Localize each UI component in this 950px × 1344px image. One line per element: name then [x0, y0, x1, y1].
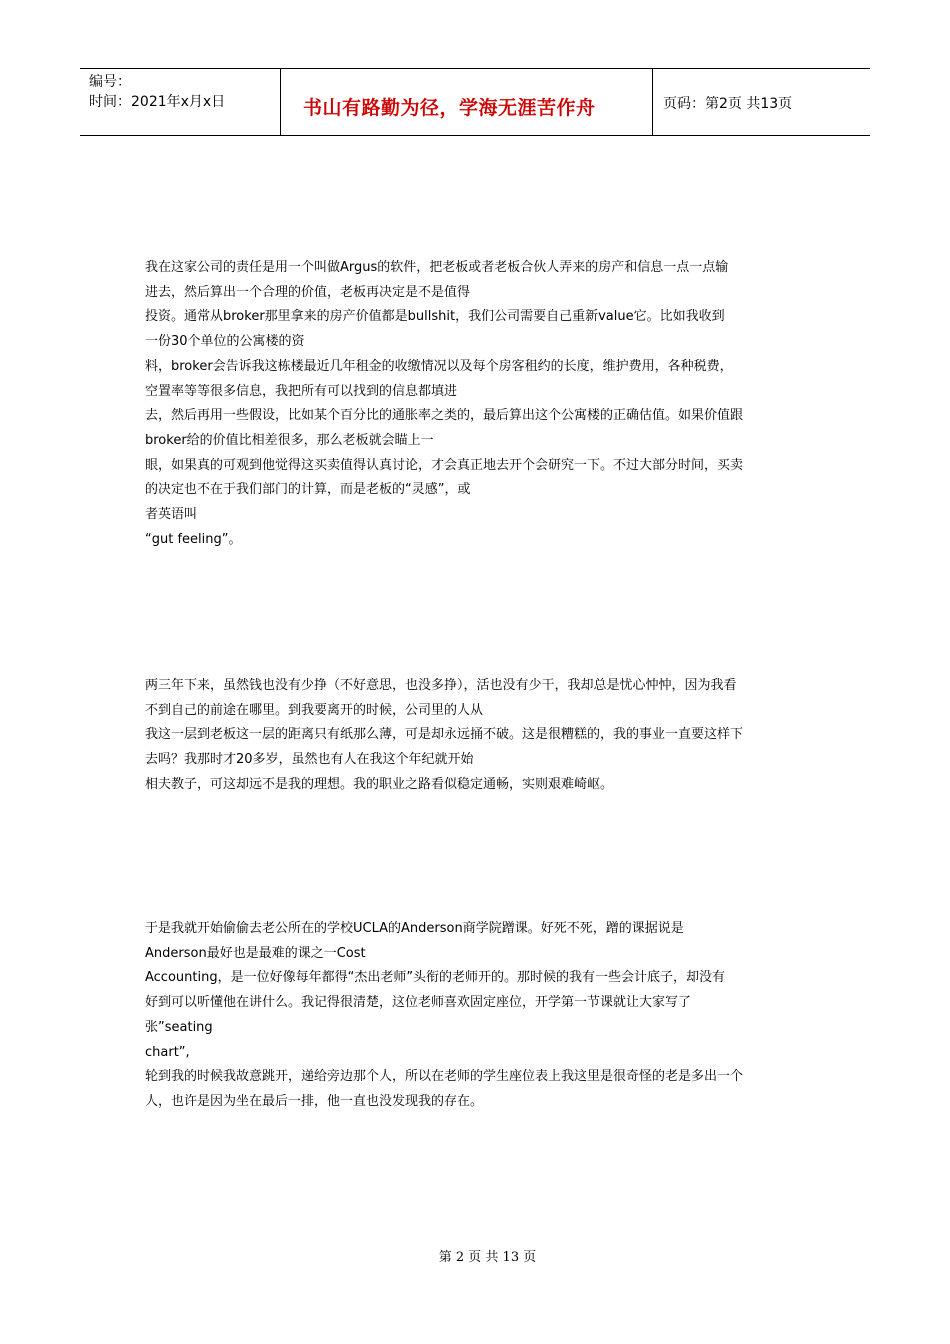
- header-meta-cell: [80, 69, 281, 135]
- text-line: Accounting，是一位好像每年都得“杰出老师”头衔的老师开的。那时候的我有一些会计底子，却没有: [145, 970, 726, 986]
- text-line: 两三年下来，虽然钱也没有少挣（不好意思，也没多挣），活也没有少干，我却总是忧心忡忡，因为我看: [145, 678, 737, 693]
- header-motto: 书山有路勤为径，学海无涯苦作舟: [303, 97, 596, 119]
- document-number-label: 编号：: [89, 74, 131, 90]
- document-header: [80, 68, 870, 136]
- text-line: broker给的价值比相差很多，那么老板就会瞄上一: [145, 432, 434, 448]
- paragraph-1: [145, 256, 810, 552]
- text-line: 不到自己的前途在哪里。到我要离开的时候，公司里的人从: [145, 702, 484, 718]
- text-line: chart”,: [145, 1044, 190, 1060]
- text-line: 空置率等等很多信息，我把所有可以找到的信息都填进: [145, 383, 458, 399]
- document-date-label: 时间：2021年x月x日: [89, 94, 226, 110]
- text-line: 眼，如果真的可观到他觉得这买卖值得认真讨论，才会真正地去开个会研究一下。不过大部分时间，买卖: [145, 457, 744, 473]
- text-line: 张”seating: [145, 1019, 213, 1035]
- header-motto-cell: [281, 69, 653, 135]
- text-line: 的决定也不在于我们部门的计算，而是老板的“灵感”，或: [145, 482, 471, 498]
- text-line: 轮到我的时候我故意跳开，递给旁边那个人，所以在老师的学生座位表上我这里是很奇怪的老是多出一个: [145, 1069, 744, 1085]
- text-line: 去吗？我那时才20多岁，虽然也有人在我这个年纪就开始: [145, 752, 474, 768]
- page-footer: [0, 1246, 950, 1265]
- footer-page-number: 第 2 页 共 13 页: [438, 1250, 537, 1265]
- text-line: 于是我就开始偷偷去老公所在的学校UCLA的Anderson商学院蹭课。好死不死，蹭的课据说是: [145, 921, 684, 936]
- text-line: 一份30个单位的公寓楼的资: [145, 334, 305, 350]
- text-line: 我在这家公司的责任是用一个叫做Argus的软件，把老板或者老板合伙人弄来的房产和信息一点一点输: [145, 260, 729, 275]
- text-line: 者英语叫: [145, 507, 198, 523]
- header-page-info: 页码：第2页 共13页: [663, 96, 793, 112]
- text-line: 投资。通常从broker那里拿来的房产价值都是bullshit，我们公司需要自己重新value它。比如我收到: [145, 309, 725, 325]
- text-line: 料，broker会告诉我这栋楼最近几年租金的收缴情况以及每个房客租约的长度，维护费用，各种税费，: [145, 358, 733, 374]
- text-line: 去，然后再用一些假设，比如某个百分比的通胀率之类的，最后算出这个公寓楼的正确估值。如果价值跟: [145, 408, 744, 424]
- text-line: 进去，然后算出一个合理的价值，老板再决定是不是值得: [145, 284, 471, 300]
- paragraph-3: [145, 917, 810, 1115]
- text-line: 我这一层到老板这一层的距离只有纸那么薄，可是却永远捅不破。这是很糟糕的，我的事业一直要这样下: [145, 727, 744, 743]
- header-page-cell: [653, 69, 870, 135]
- text-line: 人，也许是因为坐在最后一排，他一直也没发现我的存在。: [145, 1093, 484, 1109]
- text-line: Anderson最好也是最难的课之一Cost: [145, 945, 366, 961]
- text-line: 相夫教子，可这却远不是我的理想。我的职业之路看似稳定通畅，实则艰难崎岖。: [145, 776, 614, 792]
- text-line: 好到可以听懂他在讲什么。我记得很清楚，这位老师喜欢固定座位，开学第一节课就让大家写了: [145, 995, 692, 1011]
- paragraph-2: [145, 674, 810, 798]
- text-line: “gut feeling”。: [145, 531, 242, 547]
